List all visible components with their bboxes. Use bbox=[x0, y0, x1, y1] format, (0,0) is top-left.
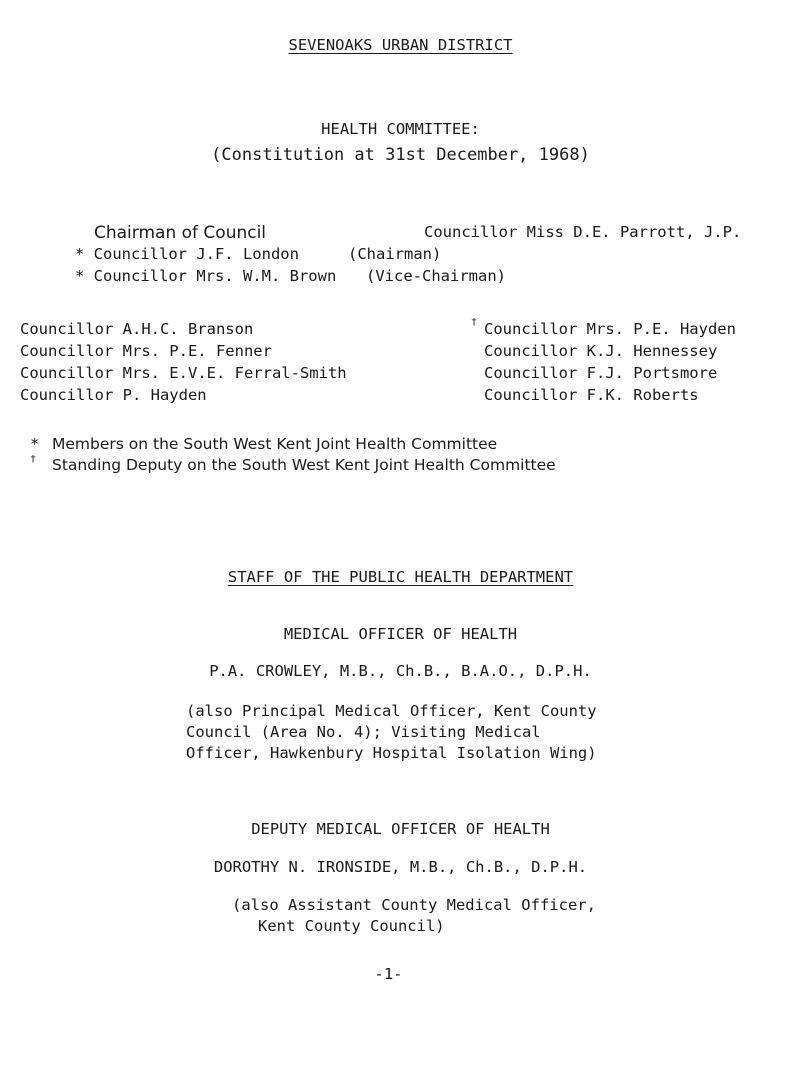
member-ferral-smith: Councillor Mrs. E.V.E. Ferral-Smith bbox=[20, 364, 347, 382]
chairman-line-left: Chairman of Council bbox=[94, 223, 267, 243]
staff-heading: STAFF OF THE PUBLIC HEALTH DEPARTMENT bbox=[227, 568, 574, 586]
moh-note-line-2: Council (Area No. 4); Visiting Medical bbox=[186, 723, 541, 741]
member-portsmore: Councillor F.J. Portsmore bbox=[484, 364, 718, 382]
page-number: -1- bbox=[374, 965, 403, 983]
member-branson: Councillor A.H.C. Branson bbox=[20, 320, 254, 338]
moh-note-line-3: Officer, Hawkenbury Hospital Isolation Wing) bbox=[186, 744, 597, 762]
moh-name: P.A. CROWLEY, M.B., Ch.B., B.A.O., D.P.H. bbox=[209, 662, 592, 680]
member-fenner: Councillor Mrs. P.E. Fenner bbox=[20, 342, 272, 360]
footnote-text-members: Members on the South West Kent Joint Health Committee bbox=[52, 435, 498, 453]
footnote-text-deputy: Standing Deputy on the South West Kent Joint Health Committee bbox=[52, 456, 556, 474]
member-hennessey: Councillor K.J. Hennessey bbox=[484, 342, 718, 360]
footnote-mark-dagger: † bbox=[30, 454, 37, 465]
committee-vice-chairman-left: * Councillor Mrs. W.M. Brown bbox=[75, 267, 337, 285]
moh-note-line-1: (also Principal Medical Officer, Kent County bbox=[186, 702, 597, 720]
member-roberts: Councillor F.K. Roberts bbox=[484, 386, 699, 404]
dmoh-heading: DEPUTY MEDICAL OFFICER OF HEALTH bbox=[251, 820, 550, 838]
chairman-line-right: Councillor Miss D.E. Parrott, J.P. bbox=[424, 223, 742, 241]
dagger-mark: † bbox=[471, 317, 478, 328]
district-title: SEVENOAKS URBAN DISTRICT bbox=[288, 36, 513, 54]
member-hayden-pe: Councillor Mrs. P.E. Hayden bbox=[484, 320, 736, 338]
dmoh-note-line-1: (also Assistant County Medical Officer, bbox=[232, 896, 596, 914]
committee-chairman-right: (Chairman) bbox=[348, 245, 442, 263]
committee-chairman-left: * Councillor J.F. London bbox=[75, 245, 299, 263]
committee-heading: HEALTH COMMITTEE: bbox=[321, 120, 480, 138]
dmoh-note-line-2: Kent County Council) bbox=[258, 917, 445, 935]
member-hayden-p: Councillor P. Hayden bbox=[20, 386, 207, 404]
dmoh-name: DOROTHY N. IRONSIDE, M.B., Ch.B., D.P.H. bbox=[213, 858, 588, 876]
footnote-mark-asterisk: * bbox=[30, 435, 40, 453]
moh-heading: MEDICAL OFFICER OF HEALTH bbox=[283, 625, 518, 643]
committee-constitution: (Constitution at 31st December, 1968) bbox=[211, 145, 590, 165]
committee-vice-chairman-right: (Vice-Chairman) bbox=[366, 267, 506, 285]
